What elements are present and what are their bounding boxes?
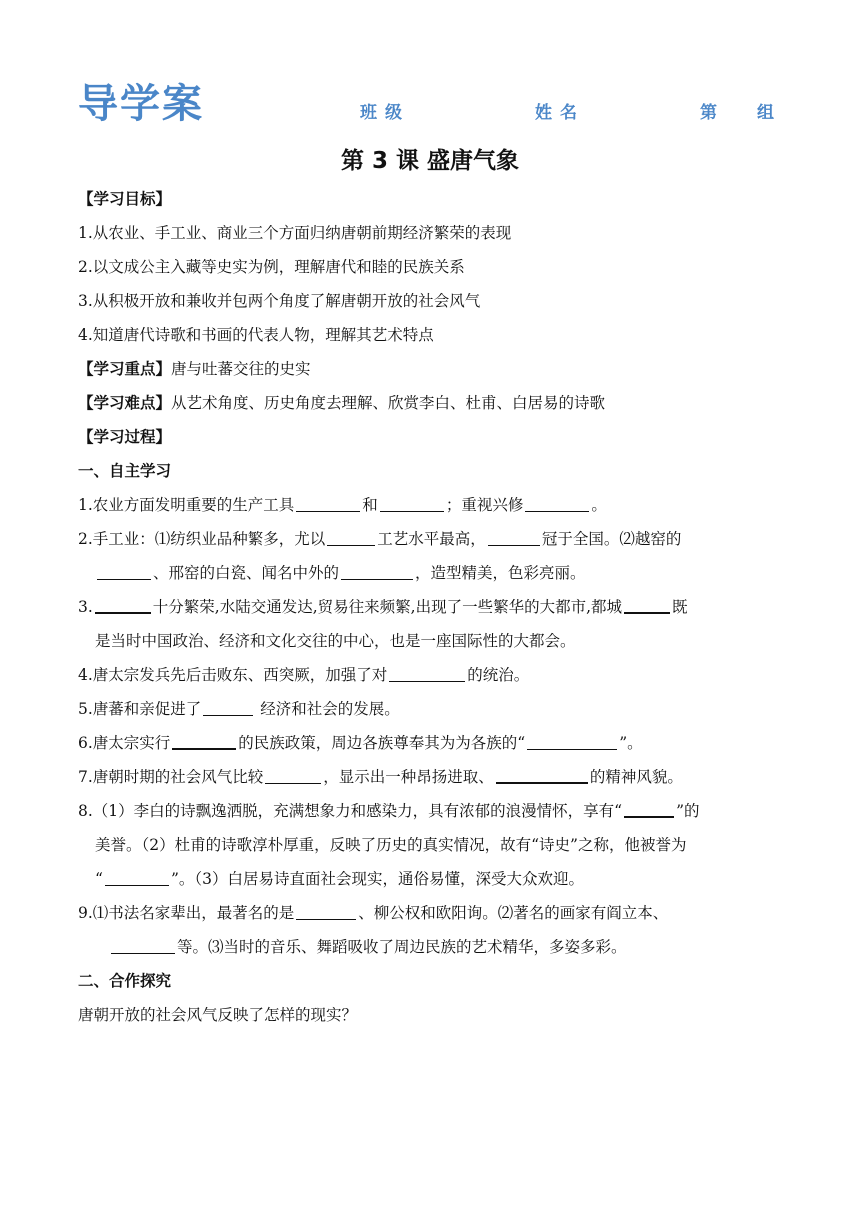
key-point-text: 唐与吐蕃交往的史实 xyxy=(171,360,311,378)
q6-text-b: 的民族政策，周边各族尊奉其为为各族的“ xyxy=(238,734,526,752)
process-heading: 【学习过程】 xyxy=(78,428,172,446)
answer-blank[interactable] xyxy=(296,491,360,512)
answer-blank[interactable] xyxy=(111,933,175,954)
q2-text-e: ，造型精美，色彩亮丽。 xyxy=(415,564,586,582)
group-suffix: 组 xyxy=(757,103,782,123)
goal-item-2: 2.以文成公主入藏等史实为例，理解唐代和睦的民族关系 xyxy=(78,258,465,276)
q7-text-a: 7.唐朝时期的社会风气比较 xyxy=(78,768,264,786)
q1-text-b: 和 xyxy=(362,496,378,514)
answer-blank[interactable] xyxy=(488,525,540,546)
q1-text-d: 。 xyxy=(591,496,607,514)
question-8-cont-2 xyxy=(78,862,784,896)
difficulty-text: 从艺术角度、历史角度去理解、欣赏李白、杜甫、白居易的诗歌 xyxy=(171,394,606,412)
answer-blank[interactable] xyxy=(296,899,356,920)
question-9-cont xyxy=(78,930,784,964)
q8-text-a: 8.（1）李白的诗飘逸洒脱，充满想象力和感染力，具有浓郁的浪漫情怀，享有“ xyxy=(78,802,623,820)
key-point xyxy=(78,352,784,386)
answer-blank[interactable] xyxy=(203,695,253,716)
question-9 xyxy=(78,896,784,930)
q2-text-d: 、邢窑的白瓷、闻名中外的 xyxy=(153,564,340,582)
question-1 xyxy=(78,488,784,522)
answer-blank[interactable] xyxy=(624,592,670,614)
q3-text-c: 既 xyxy=(672,598,688,616)
q6-text-c: ”。 xyxy=(619,734,643,752)
page-title: 第 3 课 盛唐气象 xyxy=(340,148,520,174)
difficulty-label: 【学习难点】 xyxy=(78,394,172,412)
answer-blank[interactable] xyxy=(389,661,465,682)
question-6 xyxy=(78,726,784,760)
inquiry-question: 唐朝开放的社会风气反映了怎样的现实？ xyxy=(78,1006,358,1024)
q7-text-c: 的精神风貌。 xyxy=(589,768,683,786)
answer-blank[interactable] xyxy=(95,592,151,614)
q4-text-b: 的统治。 xyxy=(467,666,530,684)
q3-text-b: 十分繁荣,水陆交通发达,贸易往来频繁,出现了一些繁华的大都市,都城 xyxy=(152,598,623,616)
difficulty xyxy=(78,386,784,420)
question-2 xyxy=(78,522,784,556)
answer-blank[interactable] xyxy=(265,763,321,784)
question-4 xyxy=(78,658,784,692)
name-label: 姓名 xyxy=(535,103,585,123)
q1-text-c: ；重视兴修 xyxy=(445,496,524,514)
q4-text-a: 4.唐太宗发兵先后击败东、西突厥，加强了对 xyxy=(78,666,388,684)
q9-text-b: 、柳公权和欧阳询。⑵著名的画家有阎立本、 xyxy=(358,904,669,922)
q8-text-d: “ xyxy=(95,870,103,888)
q9-text-a: 9.⑴书法名家辈出，最著名的是 xyxy=(78,904,295,922)
answer-blank[interactable] xyxy=(327,525,375,546)
section2-heading: 二、合作探究 xyxy=(78,972,172,990)
q9-text-c: 等。⑶当时的音乐、舞蹈吸收了周边民族的艺术精华，多姿多彩。 xyxy=(177,938,627,956)
answer-blank[interactable] xyxy=(525,491,589,512)
answer-blank[interactable] xyxy=(97,559,151,580)
goal-item-4: 4.知道唐代诗歌和书画的代表人物，理解其艺术特点 xyxy=(78,326,434,344)
group-label xyxy=(700,98,782,123)
question-2-cont xyxy=(78,556,784,590)
logo: 导学案 xyxy=(78,81,204,127)
q5-text-b: 经济和社会的发展。 xyxy=(255,700,400,718)
answer-blank[interactable] xyxy=(380,491,444,512)
class-label: 班级 xyxy=(360,103,410,123)
goal-item-1: 1.从农业、手工业、商业三个方面归纳唐朝前期经济繁荣的表现 xyxy=(78,224,512,242)
answer-blank[interactable] xyxy=(496,762,588,784)
answer-blank[interactable] xyxy=(105,865,169,886)
q8-text-e: ”。（3）白居易诗直面社会现实，通俗易懂，深受大众欢迎。 xyxy=(170,870,584,888)
question-8-cont: 美誉。（2）杜甫的诗歌淳朴厚重，反映了历史的真实情况，故有“诗史”之称，他被誉为 xyxy=(95,836,687,854)
question-5 xyxy=(78,692,784,726)
answer-blank[interactable] xyxy=(527,729,617,750)
q5-text-a: 5.唐蕃和亲促进了 xyxy=(78,700,202,718)
q7-text-b: ，显示出一种昂扬进取、 xyxy=(323,768,494,786)
question-3-cont: 是当时中国政治、经济和文化交往的中心，也是一座国际性的大都会。 xyxy=(95,632,576,650)
answer-blank[interactable] xyxy=(624,796,674,818)
answer-blank[interactable] xyxy=(341,559,413,580)
goals-heading: 【学习目标】 xyxy=(78,190,172,208)
question-8 xyxy=(78,794,784,828)
q2-text-a: 2.手工业：⑴纺织业品种繁多，尤以 xyxy=(78,530,326,548)
q6-text-a: 6.唐太宗实行 xyxy=(78,734,171,752)
q8-text-b: ”的 xyxy=(676,802,700,820)
answer-blank[interactable] xyxy=(172,728,236,750)
q3-text-a: 3. xyxy=(78,598,93,616)
section1-heading: 一、自主学习 xyxy=(78,462,172,480)
q2-text-c: 冠于全国。⑵越窑的 xyxy=(541,530,682,548)
q2-text-b: 工艺水平最高， xyxy=(377,530,486,548)
question-3 xyxy=(78,590,784,624)
group-prefix: 第 xyxy=(700,103,725,123)
key-point-label: 【学习重点】 xyxy=(78,360,172,378)
question-7 xyxy=(78,760,784,794)
q1-text-a: 1.农业方面发明重要的生产工具 xyxy=(78,496,295,514)
worksheet-content xyxy=(78,182,784,1032)
goal-item-3: 3.从积极开放和兼收并包两个角度了解唐朝开放的社会风气 xyxy=(78,292,481,310)
